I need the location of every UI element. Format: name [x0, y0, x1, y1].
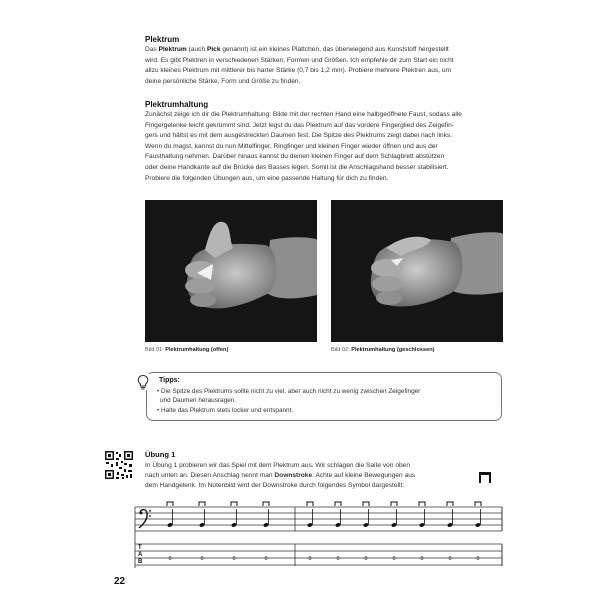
paragraph-line: Wenn du magst, kannst du nun Mittelfinger, Ringfinger und kleinen Finger wieder öffnen und aus der: [145, 142, 438, 150]
caption-photo-2: Bild 02: Plektrumhaltung (geschlossen): [331, 347, 435, 353]
term-plektrum: Plektrum: [158, 46, 187, 53]
tab-fret-number: 0: [200, 556, 204, 562]
note: [231, 502, 237, 562]
section-heading-plektrum: Plektrum: [145, 35, 180, 44]
tab-fret-number: 0: [308, 556, 312, 562]
notation-staff: [130, 500, 505, 570]
note: [335, 502, 341, 562]
paragraph-line: Das Plektrum (auch Pick genannt) ist ein kleines Plättchen, das überwiegend aus Kunststoff hergestellt: [145, 46, 449, 53]
note: [447, 502, 453, 562]
note: [307, 502, 313, 562]
paragraph-plektrum: [145, 45, 503, 87]
tab-fret-number: 0: [264, 556, 268, 562]
note: [391, 502, 397, 562]
note: [419, 502, 425, 562]
paragraph-line: oder deine Handkante auf die Brücke des Basses legen. Somit ist die Anschlagshand besser stabilisiert.: [145, 163, 449, 171]
page-number: 22: [114, 576, 126, 587]
exercise-line: In Übung 1 probieren wir das Spiel mit dem Plektrum aus. Wir schlagen die Saite von oben: [145, 462, 410, 469]
tab-fret-number: 0: [392, 556, 396, 562]
photo-plektrumhaltung-offen: [145, 200, 317, 342]
term-downstroke: Downstroke: [274, 472, 313, 479]
tips-item: • Halte das Plektrum stets locker und entspannt.: [157, 407, 294, 414]
caption-photo-1: Bild 01: Plektrumhaltung (offen): [145, 347, 229, 353]
photo-plektrumhaltung-geschlossen: [331, 200, 503, 342]
qr-code-icon[interactable]: [104, 450, 134, 480]
tab-letter: A: [138, 552, 143, 558]
tab-fret-number: 0: [232, 556, 236, 562]
tips-item: • Die Spitze des Plektrums sollte nicht zu viel, aber auch nicht zu wenig zwischen Zeigefinger: [157, 388, 421, 395]
paragraph-line: Fingergelenke leicht gekrümmt sind. Jetzt legst du das Plektrum auf das vordere Fingerglied des Zeigefin-: [145, 121, 454, 129]
tips-item-continuation: und Daumen herausragen.: [160, 397, 237, 404]
tab-fret-number: 0: [476, 556, 480, 562]
exercise-line: nach unten an. Diesen Anschlag nennt man Downstroke. Achte auf kleine Bewegungen aus: [145, 472, 416, 479]
note: [475, 502, 481, 562]
paragraph-line: wird. Es gibt Plektren in verschiedenen Stärken, Formen und Größen. Ich empfehle dir zum Start ein nicht: [145, 56, 454, 64]
tab-fret-number: 0: [336, 556, 340, 562]
lightbulb-icon: [136, 374, 150, 390]
paragraph-plektrumhaltung: [145, 110, 503, 184]
exercise-title: Übung 1: [145, 450, 176, 459]
exercise-line: dem Handgelenk. Im Notenbild wird der Downstroke durch folgendes Symbol dargestellt:: [145, 482, 405, 489]
note: [167, 502, 173, 562]
note: [363, 502, 369, 562]
paragraph-line: Zunächst zeige ich dir die Plektrumhaltung: Bilde mit der rechten Hand eine halbgeöffnete Faust, sodass alle: [145, 111, 462, 118]
note: [263, 502, 269, 562]
tab-letter: B: [138, 559, 143, 565]
tab-letter: T: [138, 545, 142, 551]
downstroke-symbol-icon: [478, 470, 492, 482]
section-heading-plektrumhaltung: Plektrumhaltung: [145, 100, 209, 109]
paragraph-line: gers und hältst es mit dem ausgestreckten Daumen fest. Die Spitze des Plektrums zeigt dabei nach links.: [145, 132, 453, 140]
paragraph-line: deine persönliche Stärke, Form und Größe zu finden.: [145, 77, 301, 85]
paragraph-line: Fausthaltung nehmen. Darüber hinaus kannst du deinen kleinen Finger auf dem Schlagbrett abstützen: [145, 153, 445, 161]
paragraph-line: Probiere die folgenden Übungen aus, um eine passende Haltung für dich zu finden.: [145, 174, 389, 182]
tab-fret-number: 0: [448, 556, 452, 562]
tab-fret-number: 0: [420, 556, 424, 562]
tips-title: Tipps:: [159, 377, 180, 384]
paragraph-line: allzu kleines Plektrum mit mittlerer bis harter Stärke (0,7 bis 1,2 mm). Probiere mehrere Plektren aus, um: [145, 67, 451, 75]
term-pick: Pick: [206, 46, 221, 53]
tab-fret-number: 0: [364, 556, 368, 562]
tab-fret-number: 0: [168, 556, 172, 562]
note: [199, 502, 205, 562]
